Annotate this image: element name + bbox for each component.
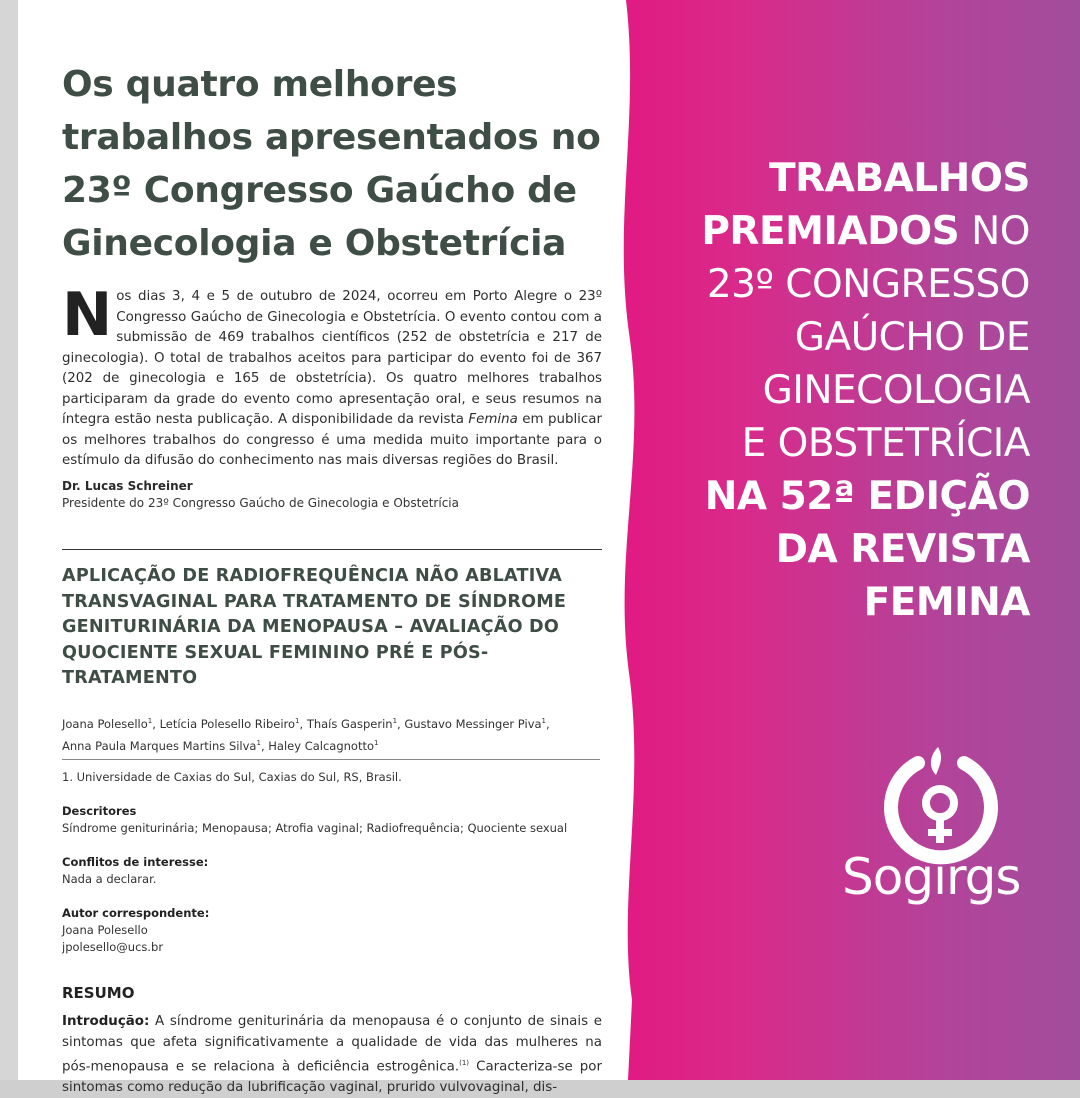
author-sup: 1 bbox=[147, 717, 153, 725]
headline-line: FEMINA bbox=[863, 580, 1030, 625]
conflicts-label: Conflitos de interesse: bbox=[62, 855, 209, 869]
author-list: Joana Polesello$^1$, Letícia Polesello Ribeiro$^1$, Thaís Gasperin$^1$, Gustavo Messinger Piva$^1$, Anna Paula Marques Martins Silva$^1$, Haley Calcagnotto$^1$ bbox=[62, 716, 550, 753]
intro-paragraph bbox=[62, 280, 602, 472]
drop-cap: N bbox=[62, 280, 113, 350]
author-sup: 1 bbox=[256, 738, 261, 747]
corresponding-author-label: Autor correspondente: bbox=[62, 906, 210, 920]
section-divider bbox=[62, 549, 602, 550]
corresponding-author-name: Joana Polesello bbox=[62, 923, 148, 937]
signature-role: Presidente do 23º Congresso Gaúcho de Ginecologia e Obstetrícia bbox=[62, 496, 459, 510]
promo-headline bbox=[630, 152, 1030, 629]
author-sup: 1 bbox=[541, 717, 547, 725]
journal-name-italic: Femina bbox=[468, 412, 518, 427]
corresponding-author-email: jpolesello@ucs.br bbox=[62, 940, 164, 954]
descriptors-label: Descritores bbox=[62, 804, 137, 818]
headline-line: TRABALHOS bbox=[769, 156, 1030, 201]
headline-line: GINECOLOGIA bbox=[762, 368, 1030, 413]
author: Joana Polesello bbox=[62, 716, 148, 731]
author-sup: 1 bbox=[374, 738, 379, 747]
headline-line: GAÚCHO DE bbox=[794, 315, 1030, 360]
citation-sup: (1) bbox=[459, 1059, 470, 1067]
headline-line bbox=[630, 205, 1030, 258]
headline-line: DA REVISTA bbox=[775, 527, 1030, 572]
corresponding-author-block bbox=[62, 904, 209, 956]
signature-block bbox=[62, 478, 602, 512]
signature-name: Dr. Lucas Schreiner bbox=[62, 479, 193, 493]
headline-line: 23º CONGRESSO bbox=[706, 262, 1030, 307]
document-title: Os quatro melhores trabalhos apresentados no 23º Congresso Gaúcho de Ginecologia e Obstetrícia bbox=[62, 64, 601, 264]
conflicts-value: Nada a declarar. bbox=[62, 872, 157, 886]
author: Anna Paula Marques Martins Silva bbox=[62, 738, 257, 753]
author: Haley Calcagnotto bbox=[268, 738, 375, 753]
descriptors-block bbox=[62, 802, 567, 837]
article-title: APLICAÇÃO DE RADIOFREQUÊNCIA NÃO ABLATIVA TRANSVAGINAL PARA TRATAMENTO DE SÍNDROME GENITURINÁRIA DA MENOPAUSA – AVALIAÇÃO DO QUOCIENTE SEXUAL FEMININO PRÉ E PÓS-TRATAMENTO bbox=[62, 566, 567, 688]
headline-light: NO bbox=[959, 209, 1030, 254]
author-sup: 1 bbox=[295, 717, 300, 725]
headline-line: E OBSTETRÍCIA bbox=[741, 421, 1030, 466]
author: Letícia Polesello Ribeiro bbox=[159, 716, 296, 731]
conflicts-block bbox=[62, 853, 208, 888]
author: Gustavo Messinger Piva bbox=[404, 716, 542, 731]
abstract-label: Introdução: bbox=[62, 1014, 150, 1029]
headline-bold: PREMIADOS bbox=[701, 209, 960, 254]
abstract-text-end: Caracteriza-se por sintomas como redução da lubrificação vaginal, prurido vulvovaginal, dis- bbox=[62, 1059, 602, 1095]
descriptors-value: Síndrome geniturinária; Menopausa; Atrofia vaginal; Radiofrequência; Quociente sexual bbox=[62, 821, 568, 835]
abstract-text bbox=[62, 1012, 602, 1098]
logo-wordmark: Sogirgs bbox=[842, 848, 1021, 906]
author-sup: 1 bbox=[392, 717, 398, 725]
affiliation: 1. Universidade de Caxias do Sul, Caxias do Sul, RS, Brasil. bbox=[62, 770, 402, 784]
abstract-heading: RESUMO bbox=[62, 984, 135, 1002]
authors-divider bbox=[62, 759, 600, 760]
abstract-text-start: A síndrome geniturinária da menopausa é o conjunto de sinais e sintomas que afeta significativamente a qualidade de vida das mulheres na pós-menopausa e se relaciona à deficiência estrogênica. bbox=[62, 1014, 602, 1075]
author: Thaís Gasperin bbox=[306, 716, 393, 731]
intro-text-end: em publicar os melhores trabalhos do congresso é uma medida muito importante para o estímulo da difusão do conhecimento nas mais diversas regiões do Brasil. bbox=[62, 412, 602, 468]
headline-line: NA 52ª EDIÇÃO bbox=[704, 474, 1030, 519]
intro-text: os dias 3, 4 e 5 de outubro de 2024, ocorreu em Porto Alegre o 23º Congresso Gaúcho de Ginecologia e Obstetrícia. O evento contou com a submissão de 469 trabalhos científicos (252 de obstetrícia e 217 de ginecologia). O total de trabalhos aceitos para participar do evento foi de 367 (202 de ginecologia e 165 de obstetrícia). Os quatro melhores trabalhos participaram da grade do evento como apresentação oral, e seus resumos na íntegra estão nesta publicação. A disponibilidade da revista bbox=[62, 289, 602, 427]
